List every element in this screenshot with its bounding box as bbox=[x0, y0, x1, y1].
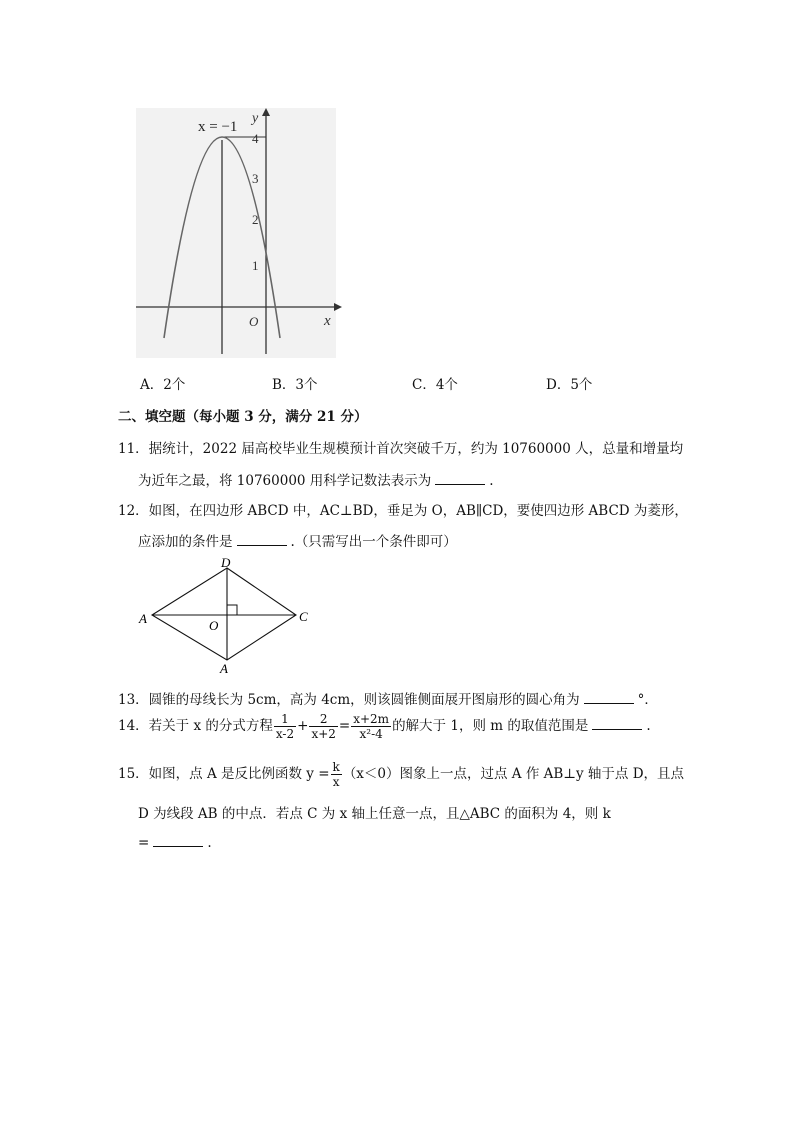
q14-f2-den: x+2 bbox=[311, 727, 336, 741]
q15-line1-end: （x＜0）图象上一点，过点 A 作 AB⊥y 轴于点 D，且点 bbox=[342, 766, 685, 782]
right-angle-mark bbox=[227, 605, 237, 615]
vertex-top-label: D bbox=[221, 555, 231, 570]
q12-answer-blank[interactable] bbox=[237, 533, 287, 546]
q14-fraction-2 bbox=[309, 712, 337, 741]
q11-line2 bbox=[138, 469, 494, 489]
x-axis-arrow bbox=[334, 303, 342, 311]
q14-answer-blank[interactable] bbox=[592, 717, 642, 730]
q13-answer-blank[interactable] bbox=[584, 691, 634, 704]
q13-line bbox=[118, 688, 658, 708]
q15-answer-blank[interactable] bbox=[153, 834, 203, 847]
vertex-bottom-label: A bbox=[220, 661, 228, 676]
q15-line1 bbox=[118, 760, 684, 789]
symmetry-axis-label: x = −1 bbox=[198, 119, 238, 135]
y-tick-2: 2 bbox=[252, 212, 259, 227]
q14-f3-num: x+2m bbox=[353, 712, 390, 726]
q15-f-den: x bbox=[332, 775, 340, 789]
y-axis-label: y bbox=[252, 111, 259, 126]
rhombus-outline bbox=[152, 568, 296, 660]
q14-line bbox=[118, 712, 651, 741]
q14-prefix: 14．若关于 x 的分式方程 bbox=[118, 718, 273, 734]
option-a: A．2个 bbox=[140, 377, 186, 393]
q14-f1-num: 1 bbox=[274, 712, 296, 727]
x-axis-label: x bbox=[324, 313, 331, 329]
q14-fraction-3 bbox=[351, 712, 391, 741]
q13-end: °． bbox=[637, 692, 658, 708]
q15-end: . bbox=[207, 835, 212, 851]
option-c: C．4个 bbox=[412, 377, 458, 393]
rhombus-figure bbox=[130, 555, 330, 680]
q14-f3-den: x²-4 bbox=[359, 727, 383, 741]
q11-line1: 11．据统计，2022 届高校毕业生规模预计首次突破千万，约为 10760000 人，总量和增量均 bbox=[118, 441, 684, 457]
vertex-right-label: C bbox=[299, 609, 308, 624]
q12-line2-end: .（只需写出一个条件即可） bbox=[290, 534, 457, 550]
q15-f-num: k bbox=[332, 760, 340, 774]
parabola-figure bbox=[128, 100, 343, 362]
q14-equals: = bbox=[338, 718, 351, 734]
q14-f2-num: 2 bbox=[309, 712, 337, 727]
origin-label: O bbox=[249, 314, 259, 329]
q14-plus: + bbox=[297, 718, 309, 734]
option-b: B．3个 bbox=[272, 377, 318, 393]
q12-line2 bbox=[138, 530, 457, 550]
q15-line1-start: 15．如图，点 A 是反比例函数 y = bbox=[118, 766, 330, 782]
q15-fraction bbox=[331, 760, 342, 789]
center-label: O bbox=[209, 618, 219, 633]
section-title: 二、填空题（每小题 3 分，满分 21 分） bbox=[118, 409, 368, 425]
q13-text: 13．圆锥的母线长为 5cm，高为 4cm，则该圆锥侧面展开图扇形的圆心角为 bbox=[118, 692, 580, 708]
option-d: D．5个 bbox=[546, 377, 593, 393]
q14-suffix: 的解大于 1，则 m 的取值范围是 bbox=[392, 718, 589, 734]
q15-equals: = bbox=[138, 835, 150, 851]
q15-line2: D 为线段 AB 的中点．若点 C 为 x 轴上任意一点，且△ABC 的面积为 4，则 k bbox=[138, 806, 611, 822]
y-tick-1: 1 bbox=[252, 258, 259, 273]
q12-line2-text: 应添加的条件是 bbox=[138, 534, 233, 550]
q14-end: . bbox=[646, 718, 651, 734]
y-tick-4: 4 bbox=[252, 131, 259, 146]
q14-f1-den: x-2 bbox=[275, 727, 295, 741]
q14-fraction-1 bbox=[274, 712, 296, 741]
q12-line1: 12．如图，在四边形 ABCD 中，AC⊥BD，垂足为 O，AB∥CD，要使四边形 ABCD 为菱形， bbox=[118, 503, 688, 519]
y-tick-3: 3 bbox=[252, 171, 259, 186]
q11-line2-end: . bbox=[489, 473, 494, 489]
q11-answer-blank[interactable] bbox=[435, 472, 485, 485]
q11-line2-text: 为近年之最，将 10760000 用科学记数法表示为 bbox=[138, 473, 432, 489]
q15-line3 bbox=[138, 834, 212, 851]
vertex-left-label: A bbox=[139, 611, 147, 626]
